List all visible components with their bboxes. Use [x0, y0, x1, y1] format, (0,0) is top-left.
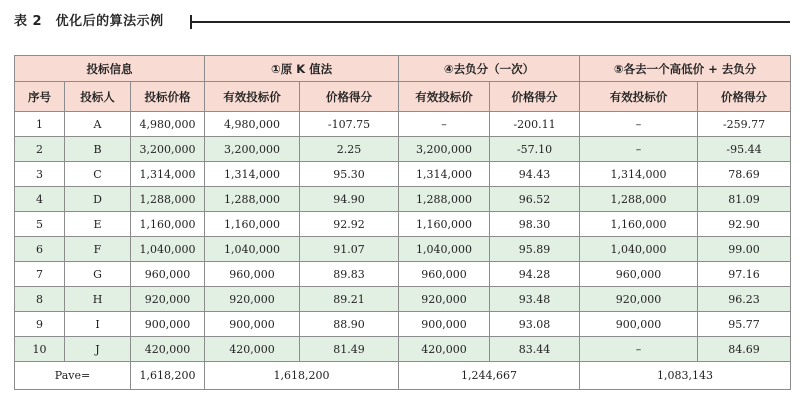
table-cell: 900,000 [131, 312, 205, 337]
table-row [15, 237, 791, 262]
table-cell: 10 [15, 337, 65, 362]
column-header-row [15, 82, 791, 112]
table-caption [14, 11, 790, 33]
table-cell: 83.44 [490, 337, 580, 362]
table-cell: 920,000 [399, 287, 490, 312]
table-cell: 94.90 [300, 187, 399, 212]
caption-rule-line [190, 21, 790, 23]
table-cell: 1 [15, 112, 65, 137]
table-body [15, 112, 791, 362]
table-cell: – [399, 112, 490, 137]
table-cell: 93.08 [490, 312, 580, 337]
table-cell: D [65, 187, 131, 212]
table-cell: 3 [15, 162, 65, 187]
table-cell: 93.48 [490, 287, 580, 312]
table-cell: -107.75 [300, 112, 399, 137]
table-cell: 99.00 [698, 237, 791, 262]
table-cell: 92.92 [300, 212, 399, 237]
table-cell: 1,314,000 [399, 162, 490, 187]
table-cell: – [580, 112, 698, 137]
table-cell: 96.23 [698, 287, 791, 312]
group-header-remove-negative: ④去负分（一次） [399, 56, 580, 82]
table-row [15, 112, 791, 137]
table-cell: 1,314,000 [205, 162, 300, 187]
table-cell: 4,980,000 [205, 112, 300, 137]
table-cell: 8 [15, 287, 65, 312]
group-header-k-method: ①原 K 值法 [205, 56, 399, 82]
table-cell: 960,000 [205, 262, 300, 287]
table-cell: 1,040,000 [131, 237, 205, 262]
group-header-row [15, 56, 791, 82]
table-cell: 960,000 [399, 262, 490, 287]
column-header-valid-price: 有效投标价 [399, 82, 490, 112]
table-row [15, 287, 791, 312]
column-header-price-score: 价格得分 [490, 82, 580, 112]
table-cell: 1,040,000 [580, 237, 698, 262]
table-cell: 95.89 [490, 237, 580, 262]
table-cell: 1,160,000 [205, 212, 300, 237]
table-cell: 98.30 [490, 212, 580, 237]
table-cell: 960,000 [580, 262, 698, 287]
table-cell: 81.49 [300, 337, 399, 362]
table-cell: F [65, 237, 131, 262]
column-header-bid-price: 投标价格 [131, 82, 205, 112]
table-cell: 2.25 [300, 137, 399, 162]
table-cell: -200.11 [490, 112, 580, 137]
table-cell: 91.07 [300, 237, 399, 262]
table-cell: 95.77 [698, 312, 791, 337]
table-cell: B [65, 137, 131, 162]
table-cell: 1,040,000 [205, 237, 300, 262]
table-cell: 420,000 [131, 337, 205, 362]
table-cell: 920,000 [131, 287, 205, 312]
table-cell: C [65, 162, 131, 187]
column-header-bidder: 投标人 [65, 82, 131, 112]
table-row [15, 337, 791, 362]
table-cell: 1,288,000 [131, 187, 205, 212]
pave-value-remove-negative: 1,244,667 [399, 362, 580, 390]
pave-label: Pave= [15, 362, 131, 390]
table-cell: 1,314,000 [131, 162, 205, 187]
column-header-price-score: 价格得分 [300, 82, 399, 112]
table-cell: 1,288,000 [205, 187, 300, 212]
table-cell: I [65, 312, 131, 337]
table-cell: 1,040,000 [399, 237, 490, 262]
table-cell: 900,000 [399, 312, 490, 337]
column-header-valid-price: 有效投标价 [580, 82, 698, 112]
pave-row [15, 362, 791, 390]
table-cell: 96.52 [490, 187, 580, 212]
table-row [15, 162, 791, 187]
table-cell: A [65, 112, 131, 137]
table-cell: 78.69 [698, 162, 791, 187]
table-cell: 1,314,000 [580, 162, 698, 187]
table-cell: J [65, 337, 131, 362]
table-cell: 3,200,000 [205, 137, 300, 162]
caption-title: 表 2 优化后的算法示例 [14, 14, 164, 29]
table-cell: – [580, 137, 698, 162]
table-cell: 900,000 [580, 312, 698, 337]
table-row [15, 187, 791, 212]
table-cell: 1,160,000 [580, 212, 698, 237]
table-cell: 3,200,000 [131, 137, 205, 162]
pave-value-remove-high-low: 1,083,143 [580, 362, 791, 390]
table-row [15, 312, 791, 337]
table-row [15, 262, 791, 287]
table-cell: E [65, 212, 131, 237]
pave-value-k-method: 1,618,200 [205, 362, 399, 390]
table-cell: 1,288,000 [580, 187, 698, 212]
table-cell: 92.90 [698, 212, 791, 237]
column-header-price-score: 价格得分 [698, 82, 791, 112]
table-cell: 920,000 [580, 287, 698, 312]
table-cell: 95.30 [300, 162, 399, 187]
table-cell: -95.44 [698, 137, 791, 162]
table-cell: 920,000 [205, 287, 300, 312]
group-header-bid-info: 投标信息 [15, 56, 205, 82]
table-cell: 89.83 [300, 262, 399, 287]
table-row [15, 212, 791, 237]
table-cell: 420,000 [399, 337, 490, 362]
table-cell: 94.43 [490, 162, 580, 187]
table-cell: -57.10 [490, 137, 580, 162]
table-cell: 3,200,000 [399, 137, 490, 162]
table-cell: 1,160,000 [131, 212, 205, 237]
table-cell: 97.16 [698, 262, 791, 287]
table-cell: 900,000 [205, 312, 300, 337]
table-cell: 81.09 [698, 187, 791, 212]
table-cell: 88.90 [300, 312, 399, 337]
table-cell: 9 [15, 312, 65, 337]
table-cell: 2 [15, 137, 65, 162]
table-cell: 84.69 [698, 337, 791, 362]
table-row [15, 137, 791, 162]
table-cell: 94.28 [490, 262, 580, 287]
column-header-index: 序号 [15, 82, 65, 112]
pave-value-bid-info: 1,618,200 [131, 362, 205, 390]
algorithm-example-table [14, 55, 791, 390]
column-header-valid-price: 有效投标价 [205, 82, 300, 112]
table-cell: 6 [15, 237, 65, 262]
table-cell: 960,000 [131, 262, 205, 287]
table-cell: 4 [15, 187, 65, 212]
table-cell: 7 [15, 262, 65, 287]
table-cell: -259.77 [698, 112, 791, 137]
table-cell: H [65, 287, 131, 312]
table-cell: 89.21 [300, 287, 399, 312]
table-cell: 1,160,000 [399, 212, 490, 237]
table-cell: 4,980,000 [131, 112, 205, 137]
table-cell: 1,288,000 [399, 187, 490, 212]
table-cell: 5 [15, 212, 65, 237]
table-cell: – [580, 337, 698, 362]
table-cell: 420,000 [205, 337, 300, 362]
table-cell: G [65, 262, 131, 287]
group-header-remove-high-low: ⑤各去一个高低价 + 去负分 [580, 56, 791, 82]
